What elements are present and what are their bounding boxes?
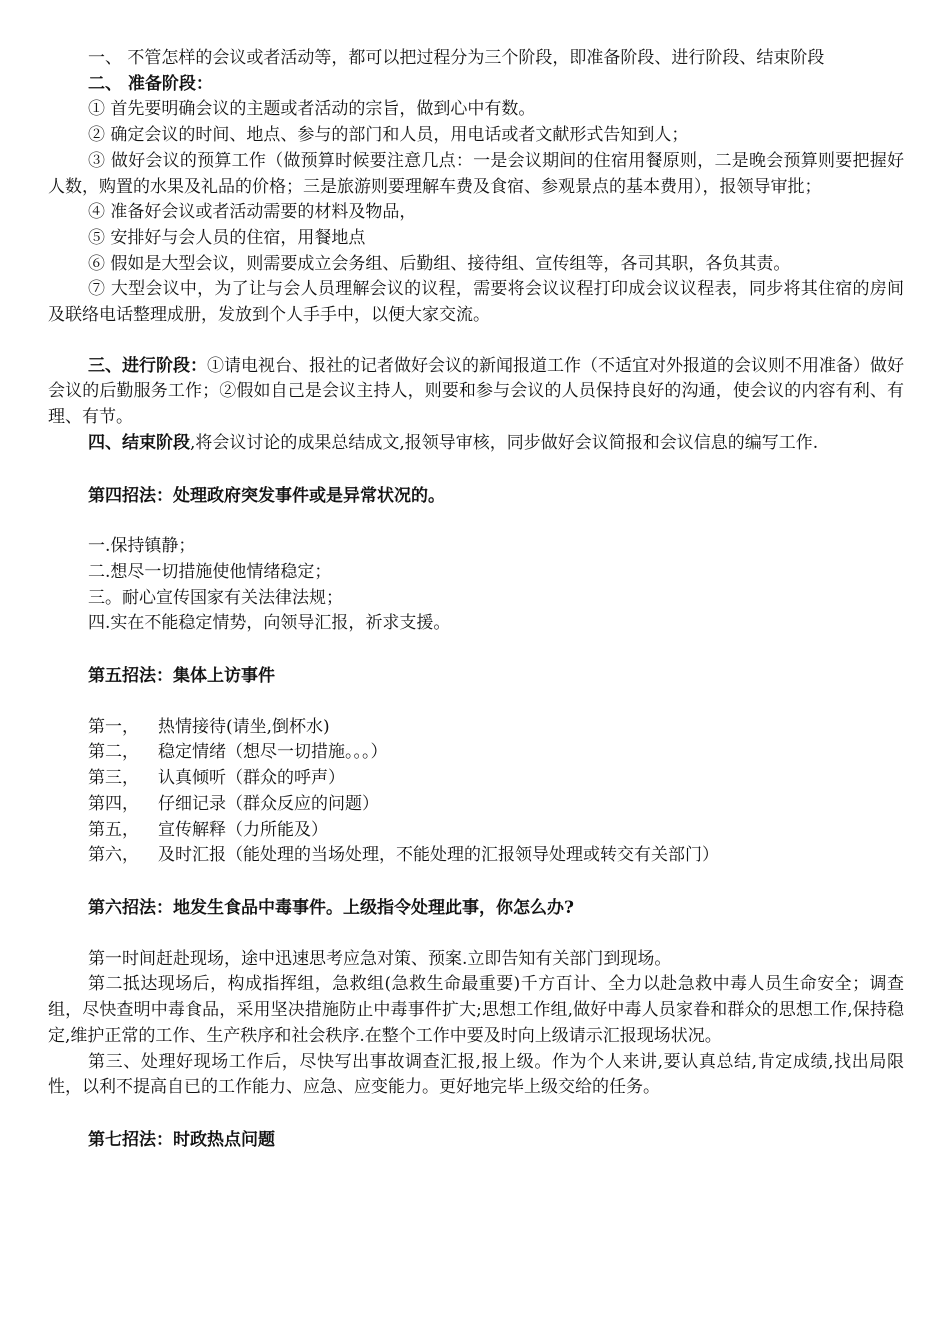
heading-method-5: 第五招法：集体上访事件 — [88, 666, 275, 687]
method-4-item-2: 二.想尽一切措施使他情绪稳定； — [88, 561, 332, 582]
method-5-item-3-text: 认真倾听（群众的呼声） — [158, 768, 345, 789]
method-5-item-4 — [48, 792, 904, 818]
method-5-item-1-text: 热情接待(请坐,倒杯水) — [158, 716, 330, 737]
method-5-item-2-key: 第二， — [88, 742, 139, 763]
prep-item-4: ④ 准备好会议或者活动需要的材料及物品， — [88, 202, 417, 223]
method-4-item-1: 一.保持镇静； — [88, 536, 196, 557]
prep-item-3: ③ 做好会议的预算工作（做预算时候要注意几点：一是会议期间的住宿用餐原则，二是晚会预算则要把握好人数，购置的水果及礼品的价格；三是旅游则要理解车费及食宿、参观景点的基本费用），报领导审批； — [48, 150, 904, 197]
method-5-item-4-key: 第四， — [88, 793, 139, 814]
method-5-item-6-key: 第六， — [88, 845, 139, 866]
method-5-item-4-text: 仔细记录（群众反应的问题） — [158, 793, 379, 814]
method-6-paragraph-1: 第一时间赶赴现场，途中迅速思考应急对策、预案.立即告知有关部门到现场。 — [88, 948, 672, 969]
prep-item-7: ⑦ 大型会议中，为了让与会人员理解会议的议程，需要将会议议程打印成会议议程表，同步将其住宿的房间及联络电话整理成册，发放到个人手手中，以便大家交流。 — [48, 279, 904, 326]
closing-stage-label: 四、结束阶段 — [88, 432, 190, 453]
ongoing-stage-label: 三、进行阶段： — [88, 355, 207, 376]
method-5-item-3-key: 第三， — [88, 768, 139, 789]
prep-item-5: ⑤ 安排好与会人员的住宿，用餐地点 — [88, 227, 366, 248]
prep-item-2: ② 确定会议的时间、地点、参与的部门和人员，用电话或者文献形式告知到人； — [88, 125, 689, 146]
method-4-item-3: 三。耐心宣传国家有关法律法规； — [88, 587, 343, 608]
closing-stage-text: ,将会议讨论的成果总结成文,报领导审核，同步做好会议简报和会议信息的编写工作. — [190, 432, 819, 453]
method-5-item-5-text: 宣传解释（力所能及） — [158, 819, 328, 840]
ongoing-stage-text: ①请电视台、报社的记者做好会议的新闻报道工作（不适宜对外报道的会议则不用准备）做好会议的后勤服务工作；②假如自己是会议主持人，则要和参与会议的人员保持良好的沟通，使会议的内容有利、有理、有节。 — [48, 355, 904, 428]
method-5-item-5 — [48, 818, 904, 844]
prep-item-1: ① 首先要明确会议的主题或者活动的宗旨，做到心中有数。 — [88, 99, 536, 120]
method-5-item-5-key: 第五， — [88, 819, 139, 840]
method-5-item-6-text: 及时汇报（能处理的当场处理，不能处理的汇报领导处理或转交有关部门） — [158, 845, 719, 866]
closing-stage-paragraph — [48, 431, 904, 457]
method-5-item-1-key: 第一， — [88, 716, 139, 737]
section-heading-preparation: 二、 准备阶段： — [88, 73, 213, 94]
method-5-item-3 — [48, 766, 904, 792]
heading-method-7: 第七招法：时政热点问题 — [88, 1129, 275, 1150]
heading-method-4: 第四招法：处理政府突发事件或是异常状况的。 — [88, 485, 445, 506]
method-6-paragraph-2: 第二抵达现场后，构成指挥组，急救组(急救生命最重要)千方百计、全力以赴急救中毒人员生命安全；调查组，尽快查明中毒食品，采用坚决措施防止中毒事件扩大;思想工作组,做好中毒人员家眷和群众的思想工作,保持稳定,维护正常的工作、生产秩序和社会秩序.在整个工作中要及时向上级请示汇报现场状况。 — [48, 974, 904, 1046]
ongoing-stage-paragraph — [48, 354, 904, 431]
method-5-item-2-text: 稳定情绪（想尽一切措施。。。） — [158, 742, 388, 763]
method-5-item-1 — [48, 715, 904, 741]
method-5-item-6 — [48, 843, 904, 869]
method-5-item-2 — [48, 740, 904, 766]
method-6-paragraph-3: 第三、处理好现场工作后，尽快写出事故调查汇报,报上级。作为个人来讲,要认真总结,肯定成绩,找出局限性，以利不提高自已的工作能力、应急、应变能力。更好地完毕上级交给的任务。 — [48, 1051, 904, 1098]
heading-method-6: 第六招法：地发生食品中毒事件。上级指令处理此事，你怎么办? — [88, 897, 574, 918]
document-page — [48, 46, 904, 1154]
intro-paragraph: 一、 不管怎样的会议或者活动等，都可以把过程分为三个阶段，即准备阶段、进行阶段、结束阶段 — [88, 48, 825, 68]
prep-item-6: ⑥ 假如是大型会议，则需要成立会务组、后勤组、接待组、宣传组等，各司其职，各负其责。 — [88, 253, 791, 274]
method-4-item-4: 四.实在不能稳定情势，向领导汇报，祈求支援。 — [88, 613, 451, 634]
